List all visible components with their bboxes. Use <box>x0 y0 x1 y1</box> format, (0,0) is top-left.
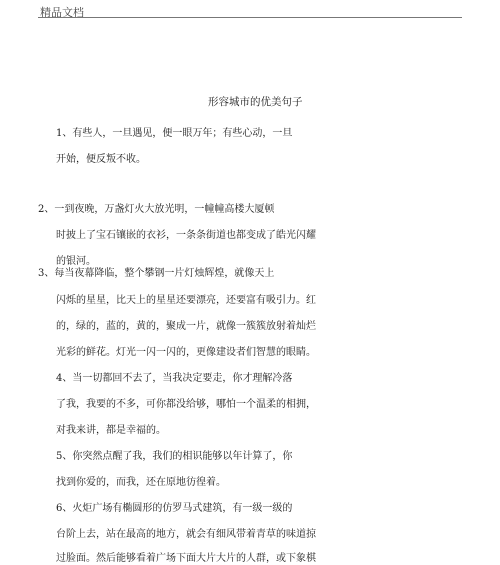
paragraph-line: 的银河。 <box>56 256 96 267</box>
paragraph-line: 光彩的鲜花。灯光一闪一闪的，更像建设者们智慧的眼睛。 <box>56 347 316 358</box>
paragraph-line: 3、每当夜幕降临，整个攀钢一片灯烛辉煌，就像天上 <box>38 268 275 279</box>
paragraph-line: 的，绿的，蓝的，黄的，聚成一片，就像一簇簇放射着灿烂 <box>56 321 316 332</box>
paragraph-line: 5、你突然点醒了我，我们的相识能够以年计算了，你 <box>56 451 293 462</box>
paragraph-line: 开始，便反叛不收。 <box>56 154 146 165</box>
document-title: 形容城市的优美句子 <box>208 96 303 108</box>
paragraph-line: 找到你爱的，而我，还在原地彷徨着。 <box>56 477 226 488</box>
paragraph-line: 6、火炬广场有椭圆形的仿罗马式建筑，有一级一级的 <box>56 503 293 514</box>
paragraph-line: 对我来讲，都是幸福的。 <box>56 425 166 436</box>
paragraph-line: 时披上了宝石镶嵌的衣衫，一条条街道也都变成了皓光闪耀 <box>56 230 316 241</box>
header-divider <box>38 17 462 18</box>
paragraph-line: 4、当一切都回不去了，当我决定要走，你才理解冷落 <box>56 373 293 384</box>
paragraph-line: 了我，我要的不多，可你都没给够，哪怕一个温柔的相拥， <box>56 399 316 410</box>
paragraph-line: 闪烁的星星，比天上的星星还要漂亮，还要富有吸引力。红 <box>56 295 316 306</box>
page-header-text: 精品文档 <box>40 6 84 19</box>
paragraph-line: 过脸面。然后能够看着广场下面大片大片的人群，或下象棋 <box>56 553 316 564</box>
paragraph-line: 台阶上去，站在最高的地方，就会有细风带着青草的味道掠 <box>56 529 316 540</box>
paragraph-line: 2、一到夜晚，万盏灯火大放光明，一幢幢高楼大厦顿 <box>38 204 275 215</box>
paragraph-line: 1、有些人，一旦遇见，便一眼万年；有些心动，一旦 <box>56 128 293 139</box>
